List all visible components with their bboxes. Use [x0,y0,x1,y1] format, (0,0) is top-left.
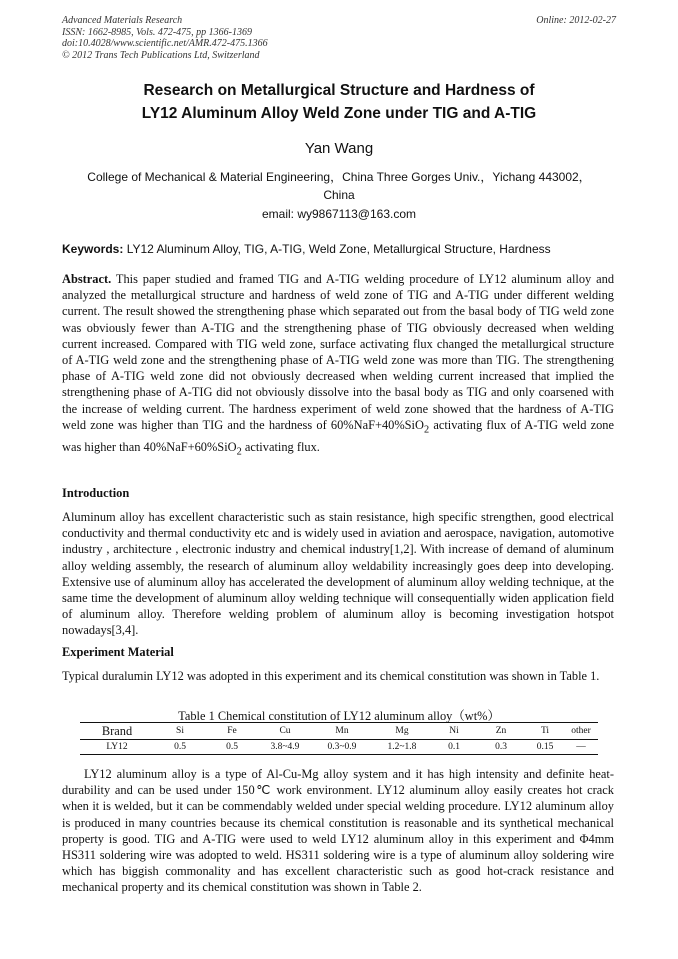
abstract-text-3: activating flux. [241,439,320,454]
table-cell: 1.2~1.8 [387,742,417,752]
table-header-cell: Zn [495,726,507,736]
paper-title [0,79,678,125]
table-cell: LY12 [106,742,128,752]
keywords [62,242,616,256]
doi-line: doi:10.4028/www.scientific.net/AMR.472-475.1366 [62,38,268,49]
table-cell: 0.3~0.9 [327,742,357,752]
experiment-paragraph-2: LY12 aluminum alloy is a type of Al-Cu-Mg alloy system and it has high intensity and definite heat-durability and can be used under 150℃ work environment. LY12 aluminum alloy easily creates hot crack when it is welded, but it can be commendably welded under special welding procedure. LY12 aluminum alloy is produced in many countries because its chemical constitution is reasonable and its synthetical mechanical property is good. TIG and A-TIG were used to weld LY12 aluminum alloy in this experiment and Φ4mm HS311 soldering wire was adopted to weld. HS311 soldering wire is a type of aluminum alloy soldering wire which has biggish commonality and has excellent characteristic such as good hot-crack resistance and mechanical property and its chemical constitution was shown in Table 2. [62,767,614,895]
table-header-row [80,723,598,740]
table-cell: 0.1 [448,742,460,752]
keywords-text: LY12 Aluminum Alloy, TIG, A-TIG, Weld Zone, Metallurgical Structure, Hardness [126,242,551,256]
subscript-2a: 2 [423,424,430,436]
issn-line: ISSN: 1662-8985, Vols. 472-475, pp 1366-1369 [62,26,252,38]
affiliation-line-1: College of Mechanical & Material Engineering，China Three Gorges Univ.，Yichang 443002， [87,170,591,184]
table-header-cell: Cu [279,726,291,736]
table-cell: 0.5 [174,742,186,752]
title-line-1: Research on Metallurgical Structure and Hardness of [143,82,535,99]
table-cell: 0.5 [226,742,238,752]
affiliation [62,168,616,204]
table-cell: 0.15 [536,742,554,752]
table-header-cell: Si [176,726,184,736]
introduction-heading: Introduction [62,486,130,500]
affiliation-line-2: China [323,188,355,202]
abstract-text-1: This paper studied and framed TIG and A-TIG welding procedure of LY12 aluminum alloy and analyzed the metallurgical structure and hardness of weld zone of TIG and A-TIG under different welding current. The result showed the strengthening phase which separated out from the basal body of TIG weld zone was obviously fewer than A-TIG and the strengthening phase of TIG obviously decreased when welding current increased. Compared with TIG weld zone, surface activating flux changed the metallurgical structure of A-TIG weld zone and the strengthening phase of A-TIG weld zone was more than TIG. The strengthening phase of A-TIG weld zone did not obviously decreased when welding current increased that implied the strengthening phase of A-TIG did not obviously dissolve into the basal body as TIG and only coarsened with the increase of welding current. The hardness experiment of weld zone showed that the hardness of A-TIG weld zone was higher than TIG and the hardness of 60%NaF+40%SiO [62,272,615,432]
keywords-label: Keywords: [62,242,124,256]
abstract-label: Abstract. [62,272,112,286]
abstract-paragraph [62,271,614,460]
title-line-2: LY12 Aluminum Alloy Weld Zone under TIG and A-TIG [141,105,537,122]
chemical-constitution-table [80,722,598,755]
table-header-cell: Fe [227,726,237,736]
author-name: Yan Wang [304,140,374,157]
table-cell: 0.3 [495,742,507,752]
table-cell: 3.8~4.9 [270,742,300,752]
experiment-heading: Experiment Material [62,645,174,659]
table-header-cell: other [571,726,591,736]
experiment-paragraph-1: Typical duralumin LY12 was adopted in this experiment and its chemical constitution was shown in Table 1. [62,669,600,683]
journal-name: Advanced Materials Research [62,15,183,26]
table-header-cell: Brand [101,723,133,738]
table-cell: — [576,742,586,752]
table-header-cell: Ni [449,726,459,736]
table-header-cell: Ti [540,726,550,736]
copyright-line: © 2012 Trans Tech Publications Ltd, Switzerland [62,49,260,61]
author-email: email: wy9867113@163.com [261,207,417,221]
table-header-cell: Mn [335,726,349,736]
abstract-text-2: activating flux of A-TIG weld zone was higher than 40%NaF+60%SiO [62,417,614,454]
introduction-paragraph: Aluminum alloy has excellent characteristic such as stain resistance, high specific strengthen, good electrical conductivity and thermal conductivity etc and is widely used in aviation and aerospace, navigation, automotive industry , architecture , electronic industry and chemical industry[1,2]. With increase of demand of aluminum alloy welding assembly, the research of aluminum alloy weldability increasingly goes deep into developing. Extensive use of aluminum alloy has accelerated the development of aluminum alloy welding technique, at the same time the development of aluminum alloy welding technique will consequentially widen application field of aluminum alloy. Therefore welding problem of aluminum alloy is becoming investigation hotspot nowadays[3,4]. [62,510,614,638]
table-header-cell: Mg [395,726,409,736]
table-row [80,740,598,754]
table-caption: Table 1 Chemical constitution of LY12 aluminum alloy（wt%） [178,709,500,723]
subscript-2b: 2 [236,445,242,457]
journal-header [62,15,268,61]
online-date: Online: 2012-02-27 [536,15,616,26]
